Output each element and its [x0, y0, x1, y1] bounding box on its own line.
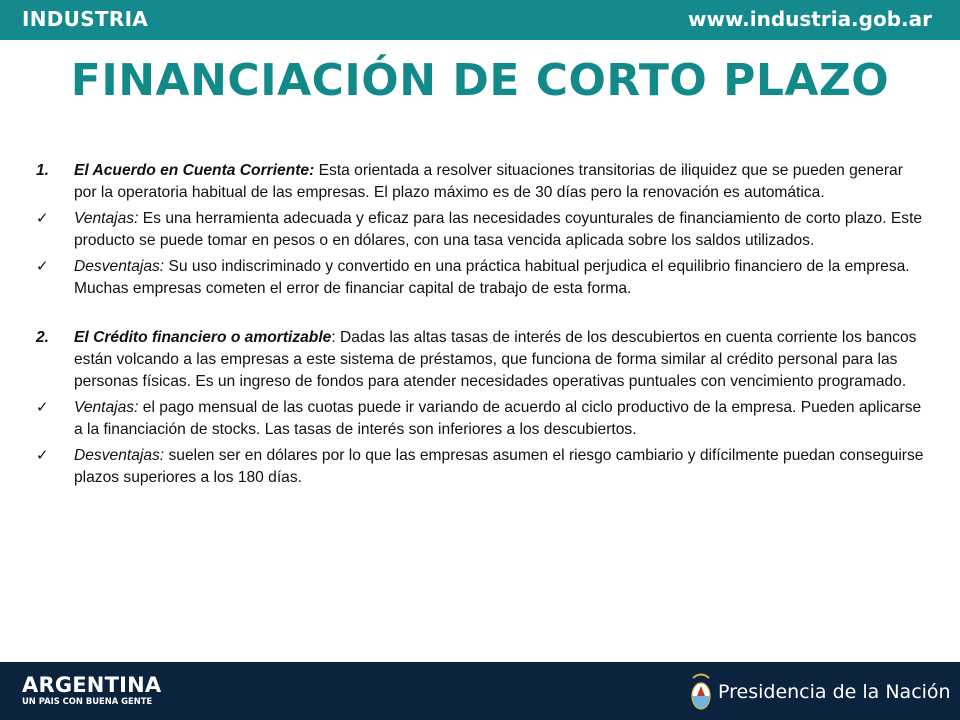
footer-bar	[0, 662, 960, 720]
list-item-desventajas-2	[36, 445, 926, 489]
item-label: El Acuerdo en Cuenta Corriente:	[74, 162, 315, 179]
website-url: www.industria.gob.ar	[687, 7, 932, 31]
list-item-credito-financiero	[36, 327, 926, 393]
item-label: El Crédito financiero o amortizable	[74, 329, 332, 346]
item-number: 1.	[36, 162, 50, 179]
argentina-wordmark: ARGENTINA	[22, 673, 162, 697]
item-text: Es una herramienta adecuada y eficaz para las necesidades coyunturales de financiamiento de corto plazo. Este producto se puede tomar en pesos o en dólares, con una tasa vencida aplicada sobre los saldos utilizados.	[74, 210, 923, 249]
brand-logo: INDUSTRIA	[22, 7, 149, 31]
item-text: suelen ser en dólares por lo que las empresas asumen el riesgo cambiario y difícilmente puedan conseguirse plazos superiores a los 180 días.	[74, 447, 924, 486]
item-label: Desventajas:	[74, 258, 165, 275]
item-label: Ventajas:	[74, 210, 139, 227]
checkmark-icon: ✓	[36, 210, 49, 227]
item-text: Esta orientada a resolver situaciones transitorias de iliquidez que se pueden generar por la operatoria habitual de las empresas. El plazo máximo es de 30 días pero la renovación es automática.	[74, 162, 903, 201]
argentina-tagline: UN PAIS CON BUENA GENTE	[22, 696, 153, 706]
item-text: : Dadas las altas tasas de interés de los descubiertos en cuenta corriente los bancos están volcando a las empresas a este sistema de préstamos, que funciona de forma similar al crédito personal para las personas físicas. Es un ingreso de fondos para atender necesidades operativas puntuales con vencimiento programado.	[74, 329, 917, 390]
argentina-logo	[22, 674, 172, 707]
list-item-ventajas-1	[36, 208, 926, 252]
checkmark-icon: ✓	[36, 447, 49, 464]
item-label: Desventajas:	[74, 447, 165, 464]
presidencia-text: Presidencia de la Nación	[718, 681, 951, 703]
checkmark-icon: ✓	[36, 399, 49, 416]
list-item-cuenta-corriente	[36, 160, 926, 204]
list-item-ventajas-2	[36, 397, 926, 441]
item-text: Su uso indiscriminado y convertido en una práctica habitual perjudica el equilibrio financiero de la empresa. Muchas empresas cometen el error de financiar capital de trabajo de esta forma.	[74, 258, 910, 297]
page-title: FINANCIACIÓN DE CORTO PLAZO	[70, 55, 890, 106]
content-list	[36, 160, 926, 489]
coat-of-arms-icon	[690, 672, 712, 712]
list-item-desventajas-1	[36, 256, 926, 300]
item-number: 2.	[36, 329, 50, 346]
item-label: Ventajas:	[74, 399, 139, 416]
checkmark-icon: ✓	[36, 258, 49, 275]
header-bar	[0, 0, 960, 40]
item-text: el pago mensual de las cuotas puede ir variando de acuerdo al ciclo productivo de la empresa. Pueden aplicarse a la financiación de stocks. Las tasas de interés son inferiores a los descubiertos.	[74, 399, 922, 438]
